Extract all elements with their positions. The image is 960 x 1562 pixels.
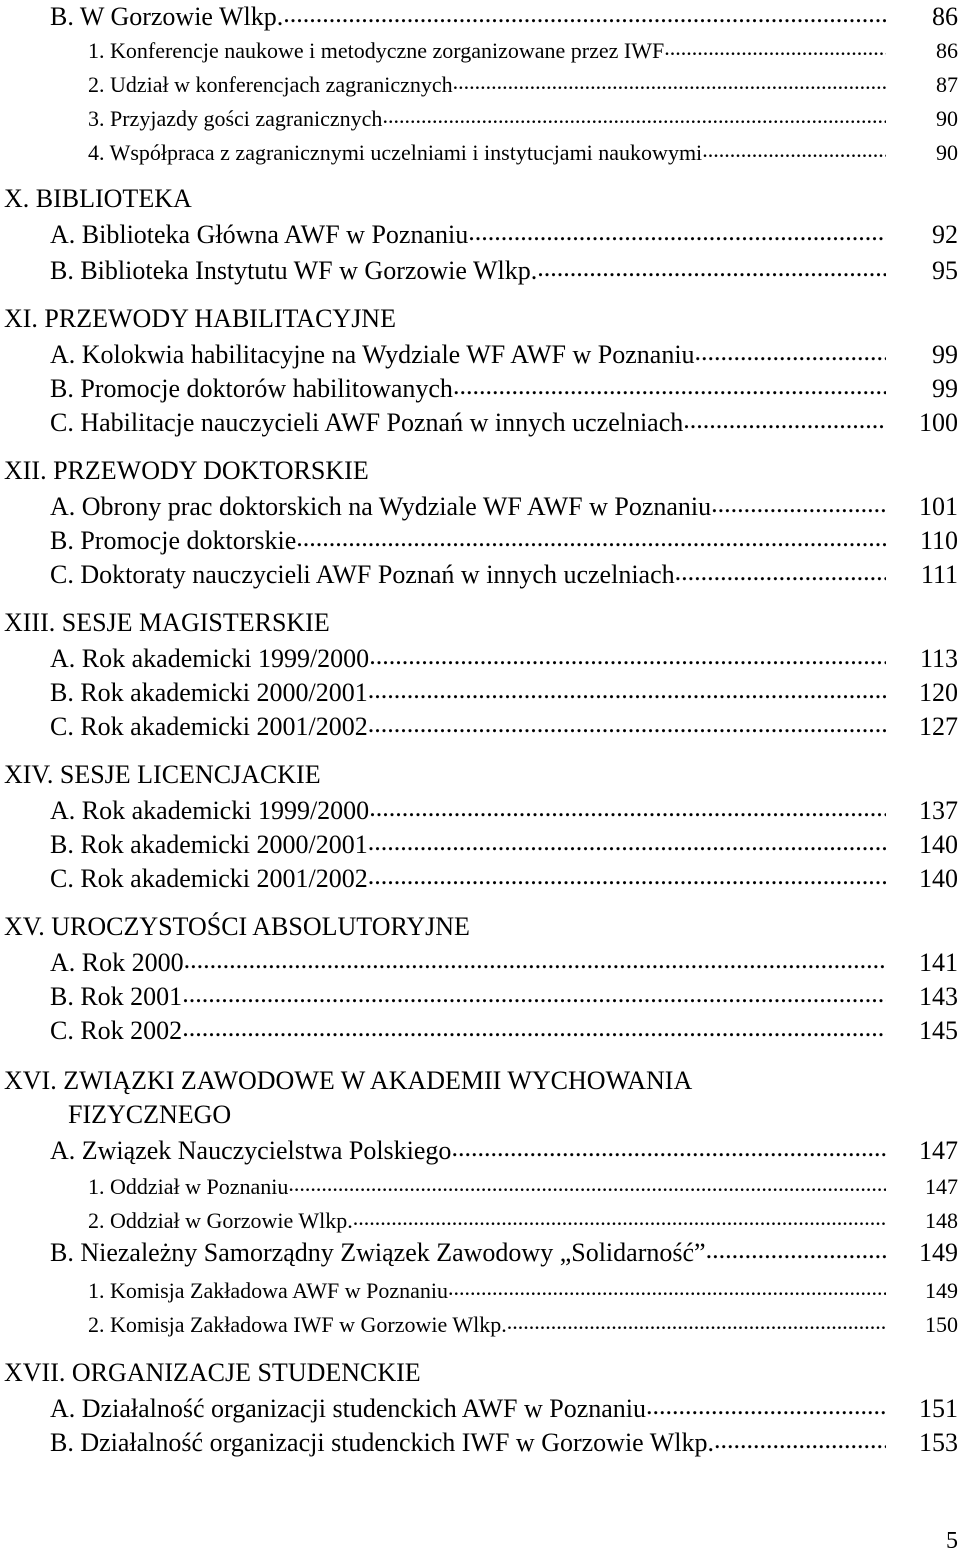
toc-entry-title: A. Biblioteka Główna AWF w Poznaniu xyxy=(50,220,469,249)
dot-leader xyxy=(664,40,886,64)
toc-entry xyxy=(0,100,960,132)
toc-entry xyxy=(0,490,960,522)
toc-entry xyxy=(0,1426,960,1458)
toc-entry-title: A. Rok 2000 xyxy=(50,948,184,977)
toc-entry-title: C. Rok akademicki 2001/2002 xyxy=(50,712,368,741)
toc-entry xyxy=(0,0,960,32)
toc-entry-title: B. Promocje doktorskie xyxy=(50,526,297,555)
toc-section-heading xyxy=(0,758,960,790)
toc-entry-title: 1. Komisja Zakładowa AWF w Poznaniu xyxy=(88,1278,448,1303)
toc-entry-page: 141 xyxy=(919,948,958,977)
dot-leader xyxy=(453,375,886,404)
toc-entry-page: 149 xyxy=(919,1238,958,1267)
toc-entry-page: 145 xyxy=(919,1016,958,1045)
dot-leader xyxy=(288,1176,886,1200)
dot-leader xyxy=(184,949,886,978)
toc-entry xyxy=(0,828,960,860)
toc-entry xyxy=(0,642,960,674)
dot-leader xyxy=(646,1395,886,1424)
toc-entry-page: 127 xyxy=(919,712,958,741)
toc-entry-page: 99 xyxy=(932,374,958,403)
toc-entry-title: C. Habilitacje nauczycieli AWF Poznań w innych uczelniach xyxy=(50,408,684,437)
toc-entry-title: XVI. ZWIĄZKI ZAWODOWE W AKADEMII WYCHOWANIA xyxy=(4,1066,693,1095)
toc-entry xyxy=(0,1014,960,1046)
dot-leader xyxy=(507,1314,886,1338)
toc-entry-title: A. Rok akademicki 1999/2000 xyxy=(50,796,370,825)
toc-entry xyxy=(0,1202,960,1234)
toc-entry-page: 90 xyxy=(936,106,958,131)
toc-entry xyxy=(0,558,960,590)
dot-leader xyxy=(369,645,886,674)
dot-leader xyxy=(695,341,886,370)
toc-section-heading xyxy=(0,1098,960,1130)
toc-entry-page: 99 xyxy=(932,340,958,369)
toc-entry-page: 151 xyxy=(919,1394,958,1423)
toc-entry xyxy=(0,524,960,556)
toc-entry-title: XIV. SESJE LICENCJACKIE xyxy=(4,760,321,789)
toc-entry-page: 113 xyxy=(919,644,958,673)
dot-leader xyxy=(448,1280,886,1304)
dot-leader xyxy=(368,679,886,708)
dot-leader xyxy=(182,983,886,1012)
toc-entry-title: XIII. SESJE MAGISTERSKIE xyxy=(4,608,330,637)
toc-entry-page: 90 xyxy=(936,140,958,165)
dot-leader xyxy=(368,865,886,894)
toc-entry xyxy=(0,218,960,250)
toc-entry-title: B. Działalność organizacji studenckich IWF w Gorzowie Wlkp. xyxy=(50,1428,715,1457)
toc-entry-title: 4. Współpraca z zagranicznymi uczelniami i instytucjami naukowymi xyxy=(88,140,703,165)
toc-entry xyxy=(0,32,960,64)
toc-entry xyxy=(0,406,960,438)
dot-leader xyxy=(702,142,886,166)
dot-leader xyxy=(711,493,886,522)
toc-entry-page: 101 xyxy=(919,492,958,521)
toc-entry-title: B. Promocje doktorów habilitowanych xyxy=(50,374,453,403)
toc-entry-title: A. Działalność organizacji studenckich AWF w Poznaniu xyxy=(50,1394,647,1423)
toc-entry-title: B. Niezależny Samorządny Związek Zawodowy „Solidarność” xyxy=(50,1238,706,1267)
toc-section-heading xyxy=(0,910,960,942)
toc-entry-page: 111 xyxy=(920,560,958,589)
toc-entry-page: 87 xyxy=(936,72,958,97)
toc-entry xyxy=(0,980,960,1012)
dot-leader xyxy=(182,1017,886,1046)
toc-entry-page: 140 xyxy=(919,864,958,893)
dot-leader xyxy=(706,1239,886,1268)
toc-entry xyxy=(0,1168,960,1200)
toc-entry-page: 95 xyxy=(932,256,958,285)
dot-leader xyxy=(537,257,886,286)
dot-leader xyxy=(369,797,886,826)
toc-entry-title: 2. Oddział w Gorzowie Wlkp. xyxy=(88,1208,353,1233)
toc-entry-page: 148 xyxy=(925,1208,958,1233)
toc-entry-page: 120 xyxy=(919,678,958,707)
toc-section-heading xyxy=(0,454,960,486)
dot-leader xyxy=(368,713,886,742)
toc-section-heading xyxy=(0,1356,960,1388)
toc-entry xyxy=(0,134,960,166)
dot-leader xyxy=(683,409,886,438)
dot-leader xyxy=(353,1210,886,1234)
dot-leader xyxy=(675,561,886,590)
page-number: 5 xyxy=(946,1528,958,1554)
toc-entry xyxy=(0,372,960,404)
toc-entry-title: B. Rok akademicki 2000/2001 xyxy=(50,678,368,707)
toc-entry-title: C. Rok akademicki 2001/2002 xyxy=(50,864,368,893)
toc-section-heading xyxy=(0,606,960,638)
toc-entry-title: XVII. ORGANIZACJE STUDENCKIE xyxy=(4,1358,421,1387)
toc-entry-title: XI. PRZEWODY HABILITACYJNE xyxy=(4,304,396,333)
toc-entry-title: A. Obrony prac doktorskich na Wydziale WF AWF w Poznaniu xyxy=(50,492,712,521)
toc-entry-title: B. Rok akademicki 2000/2001 xyxy=(50,830,368,859)
toc-entry-page: 110 xyxy=(919,526,958,555)
toc-entry-title: 2. Komisja Zakładowa IWF w Gorzowie Wlkp. xyxy=(88,1312,507,1337)
toc-entry-page: 100 xyxy=(919,408,958,437)
toc-entry xyxy=(0,676,960,708)
dot-leader xyxy=(714,1429,886,1458)
toc-entry-title: B. Biblioteka Instytutu WF w Gorzowie Wlkp. xyxy=(50,256,538,285)
toc-entry-page: 92 xyxy=(932,220,958,249)
toc-entry xyxy=(0,862,960,894)
toc-entry-title: B. Rok 2001 xyxy=(50,982,183,1011)
toc-entry xyxy=(0,1272,960,1304)
toc-entry xyxy=(0,1236,960,1268)
toc-entry-page: 143 xyxy=(919,982,958,1011)
toc-entry xyxy=(0,338,960,370)
toc-entry-title: 3. Przyjazdy gości zagranicznych xyxy=(88,106,383,131)
toc-entry-title: XV. UROCZYSTOŚCI ABSOLUTORYJNE xyxy=(4,912,470,941)
toc-entry xyxy=(0,946,960,978)
toc-section-heading xyxy=(0,1064,960,1096)
dot-leader xyxy=(296,527,886,556)
toc-entry xyxy=(0,794,960,826)
toc-entry-page: 147 xyxy=(919,1136,958,1165)
toc-section-heading xyxy=(0,302,960,334)
toc-entry-page: 137 xyxy=(919,796,958,825)
toc-entry-title: X. BIBLIOTEKA xyxy=(4,184,192,213)
toc-entry-title: A. Rok akademicki 1999/2000 xyxy=(50,644,370,673)
toc-entry xyxy=(0,254,960,286)
dot-leader xyxy=(283,3,886,32)
dot-leader xyxy=(451,1137,886,1166)
toc-entry-title: 1. Konferencje naukowe i metodyczne zorganizowane przez IWF xyxy=(88,38,665,63)
toc-entry-page: 86 xyxy=(936,38,958,63)
toc-entry-page: 149 xyxy=(925,1278,958,1303)
toc-entry-title: 2. Udział w konferencjach zagranicznych xyxy=(88,72,453,97)
toc-entry xyxy=(0,1134,960,1166)
toc-entry xyxy=(0,1392,960,1424)
dot-leader xyxy=(382,108,886,132)
toc-entry xyxy=(0,1306,960,1338)
toc-entry-title: FIZYCZNEGO xyxy=(68,1100,232,1129)
dot-leader xyxy=(453,74,886,98)
toc-entry-page: 153 xyxy=(919,1428,958,1457)
toc-entry-title: A. Kolokwia habilitacyjne na Wydziale WF AWF w Poznaniu xyxy=(50,340,695,369)
toc-entry-title: C. Doktoraty nauczycieli AWF Poznań w innych uczelniach xyxy=(50,560,675,589)
toc-entry xyxy=(0,66,960,98)
dot-leader xyxy=(368,831,886,860)
toc-entry-title: XII. PRZEWODY DOKTORSKIE xyxy=(4,456,369,485)
toc-entry-page: 147 xyxy=(925,1174,958,1199)
toc-entry-title: B. W Gorzowie Wlkp. xyxy=(50,2,284,31)
dot-leader xyxy=(468,221,886,250)
toc-entry xyxy=(0,710,960,742)
toc-entry-title: C. Rok 2002 xyxy=(50,1016,183,1045)
toc-entry-title: 1. Oddział w Poznaniu xyxy=(88,1174,289,1199)
toc-entry-page: 86 xyxy=(932,2,958,31)
toc-entry-title: A. Związek Nauczycielstwa Polskiego xyxy=(50,1136,452,1165)
toc-section-heading xyxy=(0,182,960,214)
toc-entry-page: 150 xyxy=(925,1312,958,1337)
toc-entry-page: 140 xyxy=(919,830,958,859)
